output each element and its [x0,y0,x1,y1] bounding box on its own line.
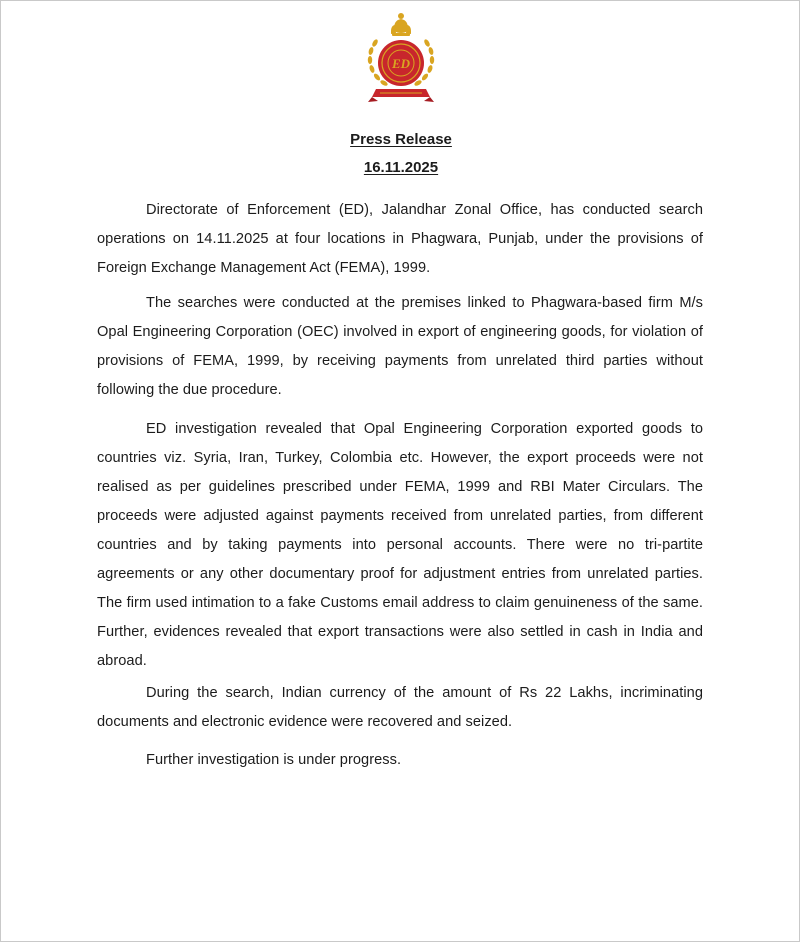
paragraph-seizure: During the search, Indian currency of the amount of Rs 22 Lakhs, incriminating documents and electronic evidence were recovered and seized. [97,685,703,730]
paragraph-further-investigation: Further investigation is under progress. [146,752,402,768]
press-release-date: 16.11.2025 [363,159,439,176]
enforcement-directorate-emblem [360,9,442,107]
press-release-title: Press Release [350,131,452,148]
emblem-monogram: ED [391,56,411,71]
paragraph-search-operations: Directorate of Enforcement (ED), Jalandhar Zonal Office, has conducted search operations on 14.11.2025 at four locations in Phagwara, Punjab, under the provisions of Foreign Exchange Management Act (FEMA), 1999. [97,202,703,276]
paragraph-premises-searched: The searches were conducted at the premises linked to Phagwara-based firm M/s Opal Engineering Corporation (OEC) involved in export of engineering goods, for violation of provisions of FEMA, 1999, by receiving payments from unrelated third parties without following the due procedure. [97,295,703,398]
lion-capital-icon [391,13,411,36]
paragraph-investigation-findings: ED investigation revealed that Opal Engineering Corporation exported goods to countries viz. Syria, Iran, Turkey, Colombia etc. However, the export proceeds were not realised as per guidelines prescribed under FEMA, 1999 and RBI Mater Circulars. The proceeds were adjusted against payments received from unrelated parties, from different countries and by taking payments into personal accounts. There were no tri-partite agreements or any other documentary proof for adjustment entries from unrelated parties. The firm used intimation to a fake Customs email address to claim genuineness of the same. Further, evidences revealed that export transactions were also settled in cash in India and abroad. [97,421,703,669]
